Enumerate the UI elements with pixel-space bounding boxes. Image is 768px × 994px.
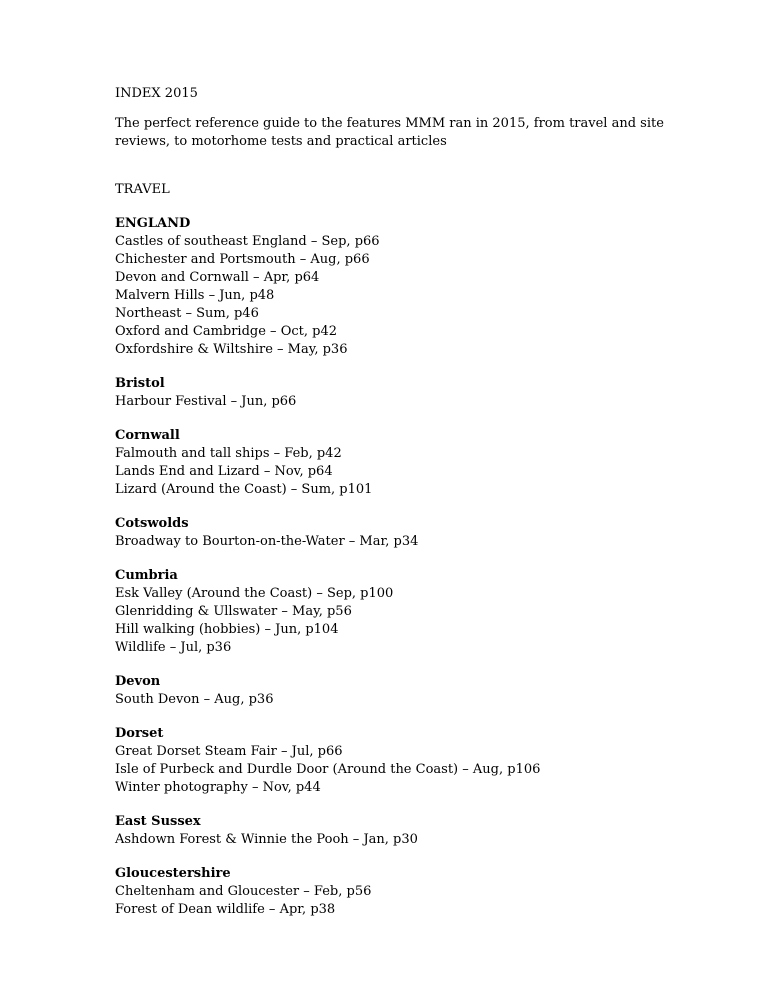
section-heading: Devon xyxy=(115,674,161,689)
index-entry: Esk Valley (Around the Coast) – Sep, p100 xyxy=(115,586,394,601)
index-section xyxy=(115,427,675,499)
index-section xyxy=(115,813,675,849)
index-entry: Lizard (Around the Coast) – Sum, p101 xyxy=(115,482,373,497)
index-entry: Wildlife – Jul, p36 xyxy=(115,640,232,655)
index-entry: Winter photography – Nov, p44 xyxy=(115,780,321,795)
intro-paragraph: The perfect reference guide to the features MMM ran in 2015, from travel and site reviews, to motorhome tests and practical articles xyxy=(115,116,664,149)
section-heading: Bristol xyxy=(115,376,165,391)
index-entry: Oxford and Cambridge – Oct, p42 xyxy=(115,324,337,339)
section-heading: Gloucestershire xyxy=(115,866,231,881)
index-entry: Great Dorset Steam Fair – Jul, p66 xyxy=(115,744,343,759)
section-heading: ENGLAND xyxy=(115,216,191,231)
index-section xyxy=(115,673,675,709)
index-entry: Castles of southeast England – Sep, p66 xyxy=(115,234,380,249)
index-entry: Falmouth and tall ships – Feb, p42 xyxy=(115,446,342,461)
index-section xyxy=(115,515,675,551)
section-heading: East Sussex xyxy=(115,814,201,829)
index-entry: Devon and Cornwall – Apr, p64 xyxy=(115,270,320,285)
document-title: INDEX 2015 xyxy=(115,86,198,101)
index-section xyxy=(115,865,675,919)
document-page xyxy=(115,85,675,919)
index-entry: Northeast – Sum, p46 xyxy=(115,306,259,321)
index-sections xyxy=(115,215,675,919)
index-entry: Cheltenham and Gloucester – Feb, p56 xyxy=(115,884,372,899)
index-entry: Harbour Festival – Jun, p66 xyxy=(115,394,297,409)
index-section xyxy=(115,725,675,797)
index-entry: Glenridding & Ullswater – May, p56 xyxy=(115,604,352,619)
index-entry: Malvern Hills – Jun, p48 xyxy=(115,288,275,303)
section-heading: Cornwall xyxy=(115,428,180,443)
index-entry: South Devon – Aug, p36 xyxy=(115,692,274,707)
index-entry: Hill walking (hobbies) – Jun, p104 xyxy=(115,622,339,637)
index-entry: Broadway to Bourton-on-the-Water – Mar, p34 xyxy=(115,534,419,549)
category-heading: TRAVEL xyxy=(115,182,170,197)
index-entry: Ashdown Forest & Winnie the Pooh – Jan, p30 xyxy=(115,832,418,847)
index-section xyxy=(115,375,675,411)
index-entry: Lands End and Lizard – Nov, p64 xyxy=(115,464,333,479)
section-heading: Cumbria xyxy=(115,568,178,583)
section-heading: Dorset xyxy=(115,726,164,741)
index-entry: Isle of Purbeck and Durdle Door (Around the Coast) – Aug, p106 xyxy=(115,762,541,777)
index-section xyxy=(115,567,675,657)
index-entry: Chichester and Portsmouth – Aug, p66 xyxy=(115,252,370,267)
index-section xyxy=(115,215,675,359)
section-heading: Cotswolds xyxy=(115,516,189,531)
index-entry: Forest of Dean wildlife – Apr, p38 xyxy=(115,902,336,917)
index-entry: Oxfordshire & Wiltshire – May, p36 xyxy=(115,342,348,357)
